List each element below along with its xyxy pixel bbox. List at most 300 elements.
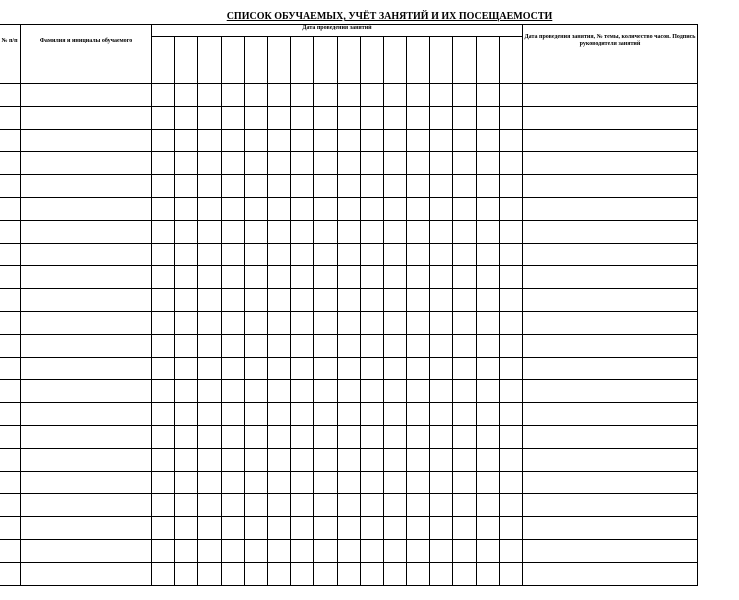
name-cell (21, 471, 152, 494)
attendance-cell (430, 129, 453, 152)
attendance-cell (244, 448, 267, 471)
attendance-cell (453, 539, 476, 562)
number-cell (0, 471, 21, 494)
attendance-cell (244, 357, 267, 380)
attendance-cell (175, 517, 198, 540)
attendance-cell (175, 152, 198, 175)
attendance-cell (198, 448, 221, 471)
attendance-cell (360, 197, 383, 220)
attendance-cell (221, 448, 244, 471)
attendance-cell (476, 84, 499, 107)
attendance-cell (267, 448, 290, 471)
attendance-cell (407, 311, 430, 334)
lesson-info-cell (523, 266, 698, 289)
attendance-cell (291, 175, 314, 198)
attendance-cell (314, 403, 337, 426)
number-cell (0, 220, 21, 243)
attendance-cell (152, 334, 175, 357)
attendance-cell (383, 84, 406, 107)
attendance-cell (267, 311, 290, 334)
attendance-cell (476, 425, 499, 448)
table-row (0, 289, 698, 312)
attendance-cell (407, 517, 430, 540)
attendance-cell (175, 289, 198, 312)
attendance-cell (221, 517, 244, 540)
date-header-cell (152, 37, 175, 84)
attendance-cell (430, 334, 453, 357)
date-header-cell (314, 37, 337, 84)
attendance-cell (383, 289, 406, 312)
attendance-cell (291, 357, 314, 380)
name-cell (21, 380, 152, 403)
lesson-info-cell (523, 425, 698, 448)
attendance-cell (360, 517, 383, 540)
attendance-cell (291, 243, 314, 266)
attendance-cell (244, 129, 267, 152)
dates-group-header: Дата проведения занятий (152, 25, 523, 37)
attendance-cell (499, 129, 522, 152)
attendance-cell (383, 334, 406, 357)
date-header-cell (291, 37, 314, 84)
date-header-cell (430, 37, 453, 84)
attendance-cell (314, 220, 337, 243)
attendance-cell (314, 494, 337, 517)
attendance-cell (383, 311, 406, 334)
attendance-cell (453, 197, 476, 220)
attendance-cell (221, 84, 244, 107)
attendance-cell (291, 517, 314, 540)
attendance-cell (244, 289, 267, 312)
lesson-info-cell (523, 380, 698, 403)
attendance-cell (314, 380, 337, 403)
attendance-cell (221, 129, 244, 152)
attendance-cell (291, 289, 314, 312)
attendance-cell (476, 152, 499, 175)
attendance-cell (198, 106, 221, 129)
attendance-cell (152, 403, 175, 426)
date-header-cell (407, 37, 430, 84)
attendance-cell (291, 562, 314, 585)
number-cell (0, 266, 21, 289)
lesson-info-cell (523, 539, 698, 562)
attendance-cell (453, 562, 476, 585)
attendance-cell (337, 471, 360, 494)
attendance-cell (152, 471, 175, 494)
attendance-cell (476, 266, 499, 289)
attendance-cell (267, 517, 290, 540)
attendance-cell (453, 517, 476, 540)
attendance-cell (407, 562, 430, 585)
name-cell (21, 425, 152, 448)
attendance-cell (175, 494, 198, 517)
attendance-cell (267, 243, 290, 266)
attendance-cell (383, 106, 406, 129)
attendance-cell (383, 403, 406, 426)
attendance-cell (476, 334, 499, 357)
attendance-cell (198, 471, 221, 494)
attendance-cell (244, 403, 267, 426)
attendance-cell (453, 403, 476, 426)
attendance-cell (407, 425, 430, 448)
attendance-cell (453, 311, 476, 334)
attendance-cell (337, 243, 360, 266)
attendance-cell (152, 357, 175, 380)
attendance-cell (360, 152, 383, 175)
attendance-cell (267, 494, 290, 517)
attendance-cell (198, 334, 221, 357)
attendance-cell (476, 562, 499, 585)
attendance-cell (221, 334, 244, 357)
lesson-info-column-header: Дата проведения занятия, № темы, количество часов. Подпись руководителя занятий (523, 25, 698, 84)
attendance-cell (499, 562, 522, 585)
attendance-cell (337, 266, 360, 289)
attendance-cell (430, 562, 453, 585)
attendance-cell (198, 357, 221, 380)
attendance-cell (198, 129, 221, 152)
attendance-cell (476, 175, 499, 198)
attendance-cell (337, 562, 360, 585)
lesson-info-cell (523, 84, 698, 107)
attendance-cell (244, 562, 267, 585)
number-cell (0, 357, 21, 380)
attendance-cell (360, 220, 383, 243)
attendance-cell (175, 175, 198, 198)
attendance-cell (430, 197, 453, 220)
attendance-cell (383, 517, 406, 540)
attendance-cell (337, 494, 360, 517)
attendance-cell (360, 539, 383, 562)
attendance-cell (221, 380, 244, 403)
attendance-cell (407, 380, 430, 403)
name-cell (21, 403, 152, 426)
attendance-cell (152, 425, 175, 448)
attendance-cell (198, 494, 221, 517)
number-cell (0, 403, 21, 426)
lesson-info-cell (523, 175, 698, 198)
attendance-cell (337, 197, 360, 220)
number-cell (0, 494, 21, 517)
attendance-cell (499, 289, 522, 312)
attendance-cell (152, 197, 175, 220)
attendance-cell (175, 562, 198, 585)
attendance-cell (314, 562, 337, 585)
attendance-cell (267, 357, 290, 380)
attendance-cell (407, 220, 430, 243)
attendance-cell (337, 152, 360, 175)
number-cell (0, 311, 21, 334)
name-cell (21, 539, 152, 562)
attendance-cell (360, 471, 383, 494)
attendance-cell (221, 494, 244, 517)
attendance-cell (430, 243, 453, 266)
attendance-cell (499, 357, 522, 380)
attendance-cell (430, 175, 453, 198)
attendance-cell (291, 380, 314, 403)
attendance-cell (198, 562, 221, 585)
attendance-cell (360, 562, 383, 585)
table-row (0, 380, 698, 403)
attendance-cell (360, 494, 383, 517)
attendance-cell (221, 289, 244, 312)
attendance-cell (175, 448, 198, 471)
number-cell (0, 175, 21, 198)
attendance-cell (430, 106, 453, 129)
lesson-info-cell (523, 289, 698, 312)
table-row (0, 448, 698, 471)
attendance-cell (221, 197, 244, 220)
table-row (0, 562, 698, 585)
attendance-cell (221, 152, 244, 175)
attendance-cell (198, 266, 221, 289)
lesson-info-cell (523, 152, 698, 175)
date-header-cell (383, 37, 406, 84)
attendance-cell (198, 289, 221, 312)
attendance-cell (291, 471, 314, 494)
attendance-cell (453, 494, 476, 517)
attendance-cell (499, 471, 522, 494)
attendance-cell (175, 266, 198, 289)
attendance-cell (152, 243, 175, 266)
attendance-cell (383, 197, 406, 220)
attendance-cell (383, 152, 406, 175)
attendance-cell (221, 311, 244, 334)
attendance-cell (314, 129, 337, 152)
date-header-cell (267, 37, 290, 84)
attendance-cell (453, 266, 476, 289)
attendance-cell (267, 220, 290, 243)
attendance-cell (360, 311, 383, 334)
date-header-cell (360, 37, 383, 84)
attendance-cell (291, 494, 314, 517)
table-row (0, 517, 698, 540)
attendance-cell (291, 266, 314, 289)
date-header-cell (337, 37, 360, 84)
attendance-cell (430, 471, 453, 494)
attendance-cell (430, 448, 453, 471)
attendance-cell (244, 425, 267, 448)
attendance-cell (314, 197, 337, 220)
attendance-cell (291, 220, 314, 243)
attendance-cell (314, 84, 337, 107)
attendance-cell (499, 175, 522, 198)
number-cell (0, 334, 21, 357)
attendance-cell (267, 289, 290, 312)
attendance-cell (267, 129, 290, 152)
attendance-cell (175, 357, 198, 380)
table-row (0, 425, 698, 448)
attendance-cell (337, 448, 360, 471)
attendance-cell (267, 84, 290, 107)
name-cell (21, 448, 152, 471)
attendance-cell (430, 494, 453, 517)
attendance-cell (198, 539, 221, 562)
name-cell (21, 334, 152, 357)
number-cell (0, 289, 21, 312)
table-row (0, 220, 698, 243)
attendance-cell (267, 539, 290, 562)
attendance-cell (291, 448, 314, 471)
attendance-cell (499, 448, 522, 471)
attendance-cell (476, 403, 499, 426)
attendance-cell (244, 334, 267, 357)
attendance-cell (314, 471, 337, 494)
attendance-cell (221, 539, 244, 562)
attendance-cell (383, 494, 406, 517)
attendance-cell (499, 84, 522, 107)
attendance-cell (152, 175, 175, 198)
attendance-cell (337, 84, 360, 107)
lesson-info-cell (523, 494, 698, 517)
attendance-cell (267, 106, 290, 129)
attendance-cell (198, 380, 221, 403)
attendance-cell (499, 197, 522, 220)
attendance-cell (267, 175, 290, 198)
attendance-cell (499, 311, 522, 334)
attendance-cell (175, 539, 198, 562)
attendance-cell (453, 289, 476, 312)
name-cell (21, 289, 152, 312)
lesson-info-cell (523, 311, 698, 334)
table-row (0, 243, 698, 266)
date-header-cell (476, 37, 499, 84)
attendance-cell (360, 266, 383, 289)
number-cell (0, 152, 21, 175)
attendance-cell (453, 175, 476, 198)
attendance-cell (453, 106, 476, 129)
attendance-cell (430, 289, 453, 312)
attendance-cell (407, 106, 430, 129)
attendance-cell (407, 539, 430, 562)
lesson-info-cell (523, 448, 698, 471)
lesson-info-cell (523, 562, 698, 585)
attendance-cell (175, 220, 198, 243)
attendance-cell (499, 243, 522, 266)
attendance-cell (407, 471, 430, 494)
attendance-cell (383, 380, 406, 403)
attendance-cell (476, 311, 499, 334)
number-cell (0, 380, 21, 403)
attendance-cell (244, 197, 267, 220)
attendance-cell (267, 266, 290, 289)
attendance-cell (175, 106, 198, 129)
table-row (0, 197, 698, 220)
attendance-cell (267, 562, 290, 585)
name-cell (21, 311, 152, 334)
attendance-cell (337, 289, 360, 312)
attendance-cell (430, 84, 453, 107)
lesson-info-cell (523, 357, 698, 380)
attendance-cell (221, 403, 244, 426)
attendance-cell (453, 152, 476, 175)
attendance-cell (453, 448, 476, 471)
table-row (0, 129, 698, 152)
attendance-cell (175, 425, 198, 448)
name-cell (21, 175, 152, 198)
date-header-cell (175, 37, 198, 84)
page-title: СПИСОК ОБУЧАЕМЫХ, УЧЁТ ЗАНЯТИЙ И ИХ ПОСЕЩАЕМОСТИ (226, 11, 553, 22)
attendance-cell (221, 562, 244, 585)
attendance-cell (244, 539, 267, 562)
attendance-cell (175, 243, 198, 266)
attendance-cell (360, 357, 383, 380)
attendance-cell (407, 494, 430, 517)
attendance-cell (314, 425, 337, 448)
attendance-cell (383, 357, 406, 380)
date-header-cell (453, 37, 476, 84)
name-cell (21, 494, 152, 517)
attendance-cell (175, 197, 198, 220)
attendance-cell (198, 311, 221, 334)
attendance-cell (407, 357, 430, 380)
attendance-cell (383, 539, 406, 562)
attendance-cell (221, 425, 244, 448)
attendance-cell (314, 243, 337, 266)
name-cell (21, 517, 152, 540)
attendance-cell (221, 266, 244, 289)
attendance-cell (267, 403, 290, 426)
number-cell (0, 448, 21, 471)
attendance-cell (407, 197, 430, 220)
attendance-cell (314, 106, 337, 129)
attendance-cell (430, 152, 453, 175)
attendance-cell (244, 380, 267, 403)
attendance-cell (291, 334, 314, 357)
attendance-cell (244, 494, 267, 517)
attendance-cell (267, 197, 290, 220)
attendance-cell (175, 129, 198, 152)
attendance-cell (337, 106, 360, 129)
attendance-cell (314, 448, 337, 471)
attendance-cell (198, 84, 221, 107)
attendance-cell (337, 380, 360, 403)
attendance-cell (221, 220, 244, 243)
attendance-cell (453, 425, 476, 448)
attendance-cell (499, 494, 522, 517)
lesson-info-cell (523, 403, 698, 426)
attendance-cell (337, 334, 360, 357)
attendance-cell (152, 220, 175, 243)
name-cell (21, 243, 152, 266)
attendance-cell (499, 425, 522, 448)
attendance-cell (407, 175, 430, 198)
attendance-cell (291, 539, 314, 562)
attendance-cell (291, 152, 314, 175)
attendance-cell (499, 539, 522, 562)
attendance-cell (360, 403, 383, 426)
attendance-cell (152, 517, 175, 540)
name-cell (21, 562, 152, 585)
attendance-cell (198, 197, 221, 220)
number-cell (0, 517, 21, 540)
attendance-cell (337, 129, 360, 152)
attendance-cell (175, 403, 198, 426)
attendance-cell (476, 380, 499, 403)
attendance-cell (198, 175, 221, 198)
attendance-cell (221, 357, 244, 380)
attendance-cell (430, 517, 453, 540)
attendance-cell (291, 129, 314, 152)
attendance-cell (499, 517, 522, 540)
attendance-cell (453, 84, 476, 107)
date-header-cell (221, 37, 244, 84)
lesson-info-cell (523, 334, 698, 357)
lesson-info-cell (523, 197, 698, 220)
attendance-cell (267, 425, 290, 448)
attendance-cell (152, 289, 175, 312)
attendance-cell (337, 425, 360, 448)
attendance-cell (360, 448, 383, 471)
attendance-cell (337, 220, 360, 243)
